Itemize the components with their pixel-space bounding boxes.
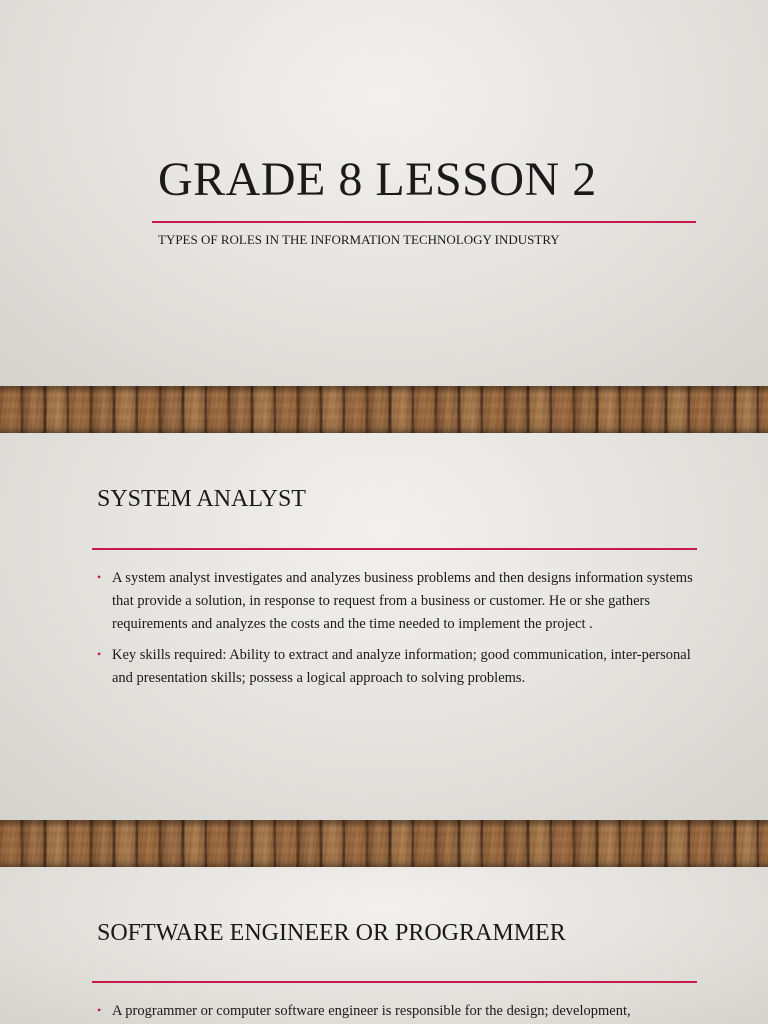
bullet-icon: • — [97, 1003, 102, 1017]
bullet-icon: • — [97, 647, 102, 661]
bullet-icon: • — [97, 570, 102, 584]
list-item — [97, 567, 697, 636]
list-item — [97, 1000, 697, 1023]
bullet-text: A system analyst investigates and analyzes business problems and then designs information systems that provide a solution, in response to request from a business or customer. He or she gathers requirements and analyzes the costs and the time needed to implement the project . — [112, 570, 693, 632]
slide-heading: SOFTWARE ENGINEER OR PROGRAMMER — [97, 920, 566, 946]
system-analyst-slide — [0, 433, 768, 820]
title-slide — [0, 0, 768, 386]
bullet-text: A programmer or computer software engineer is responsible for the design; development, — [112, 1003, 631, 1019]
bullet-text: Key skills required: Ability to extract and analyze information; good communication, inter-personal and presentation skills; possess a logical approach to solving problems. — [112, 647, 691, 686]
heading-divider — [92, 981, 697, 983]
list-item — [97, 644, 697, 690]
bullet-list — [97, 567, 697, 698]
title-divider — [152, 221, 696, 223]
wood-floor-separator — [0, 820, 768, 867]
slide-heading: SYSTEM ANALYST — [97, 486, 306, 512]
bullet-list — [97, 1000, 697, 1024]
slide-subtitle: TYPES OF ROLES IN THE INFORMATION TECHNOLOGY INDUSTRY — [158, 232, 560, 247]
wood-floor-separator — [0, 386, 768, 433]
heading-divider — [92, 548, 697, 550]
software-engineer-slide — [0, 867, 768, 1024]
slide-title: GRADE 8 LESSON 2 — [158, 153, 597, 206]
